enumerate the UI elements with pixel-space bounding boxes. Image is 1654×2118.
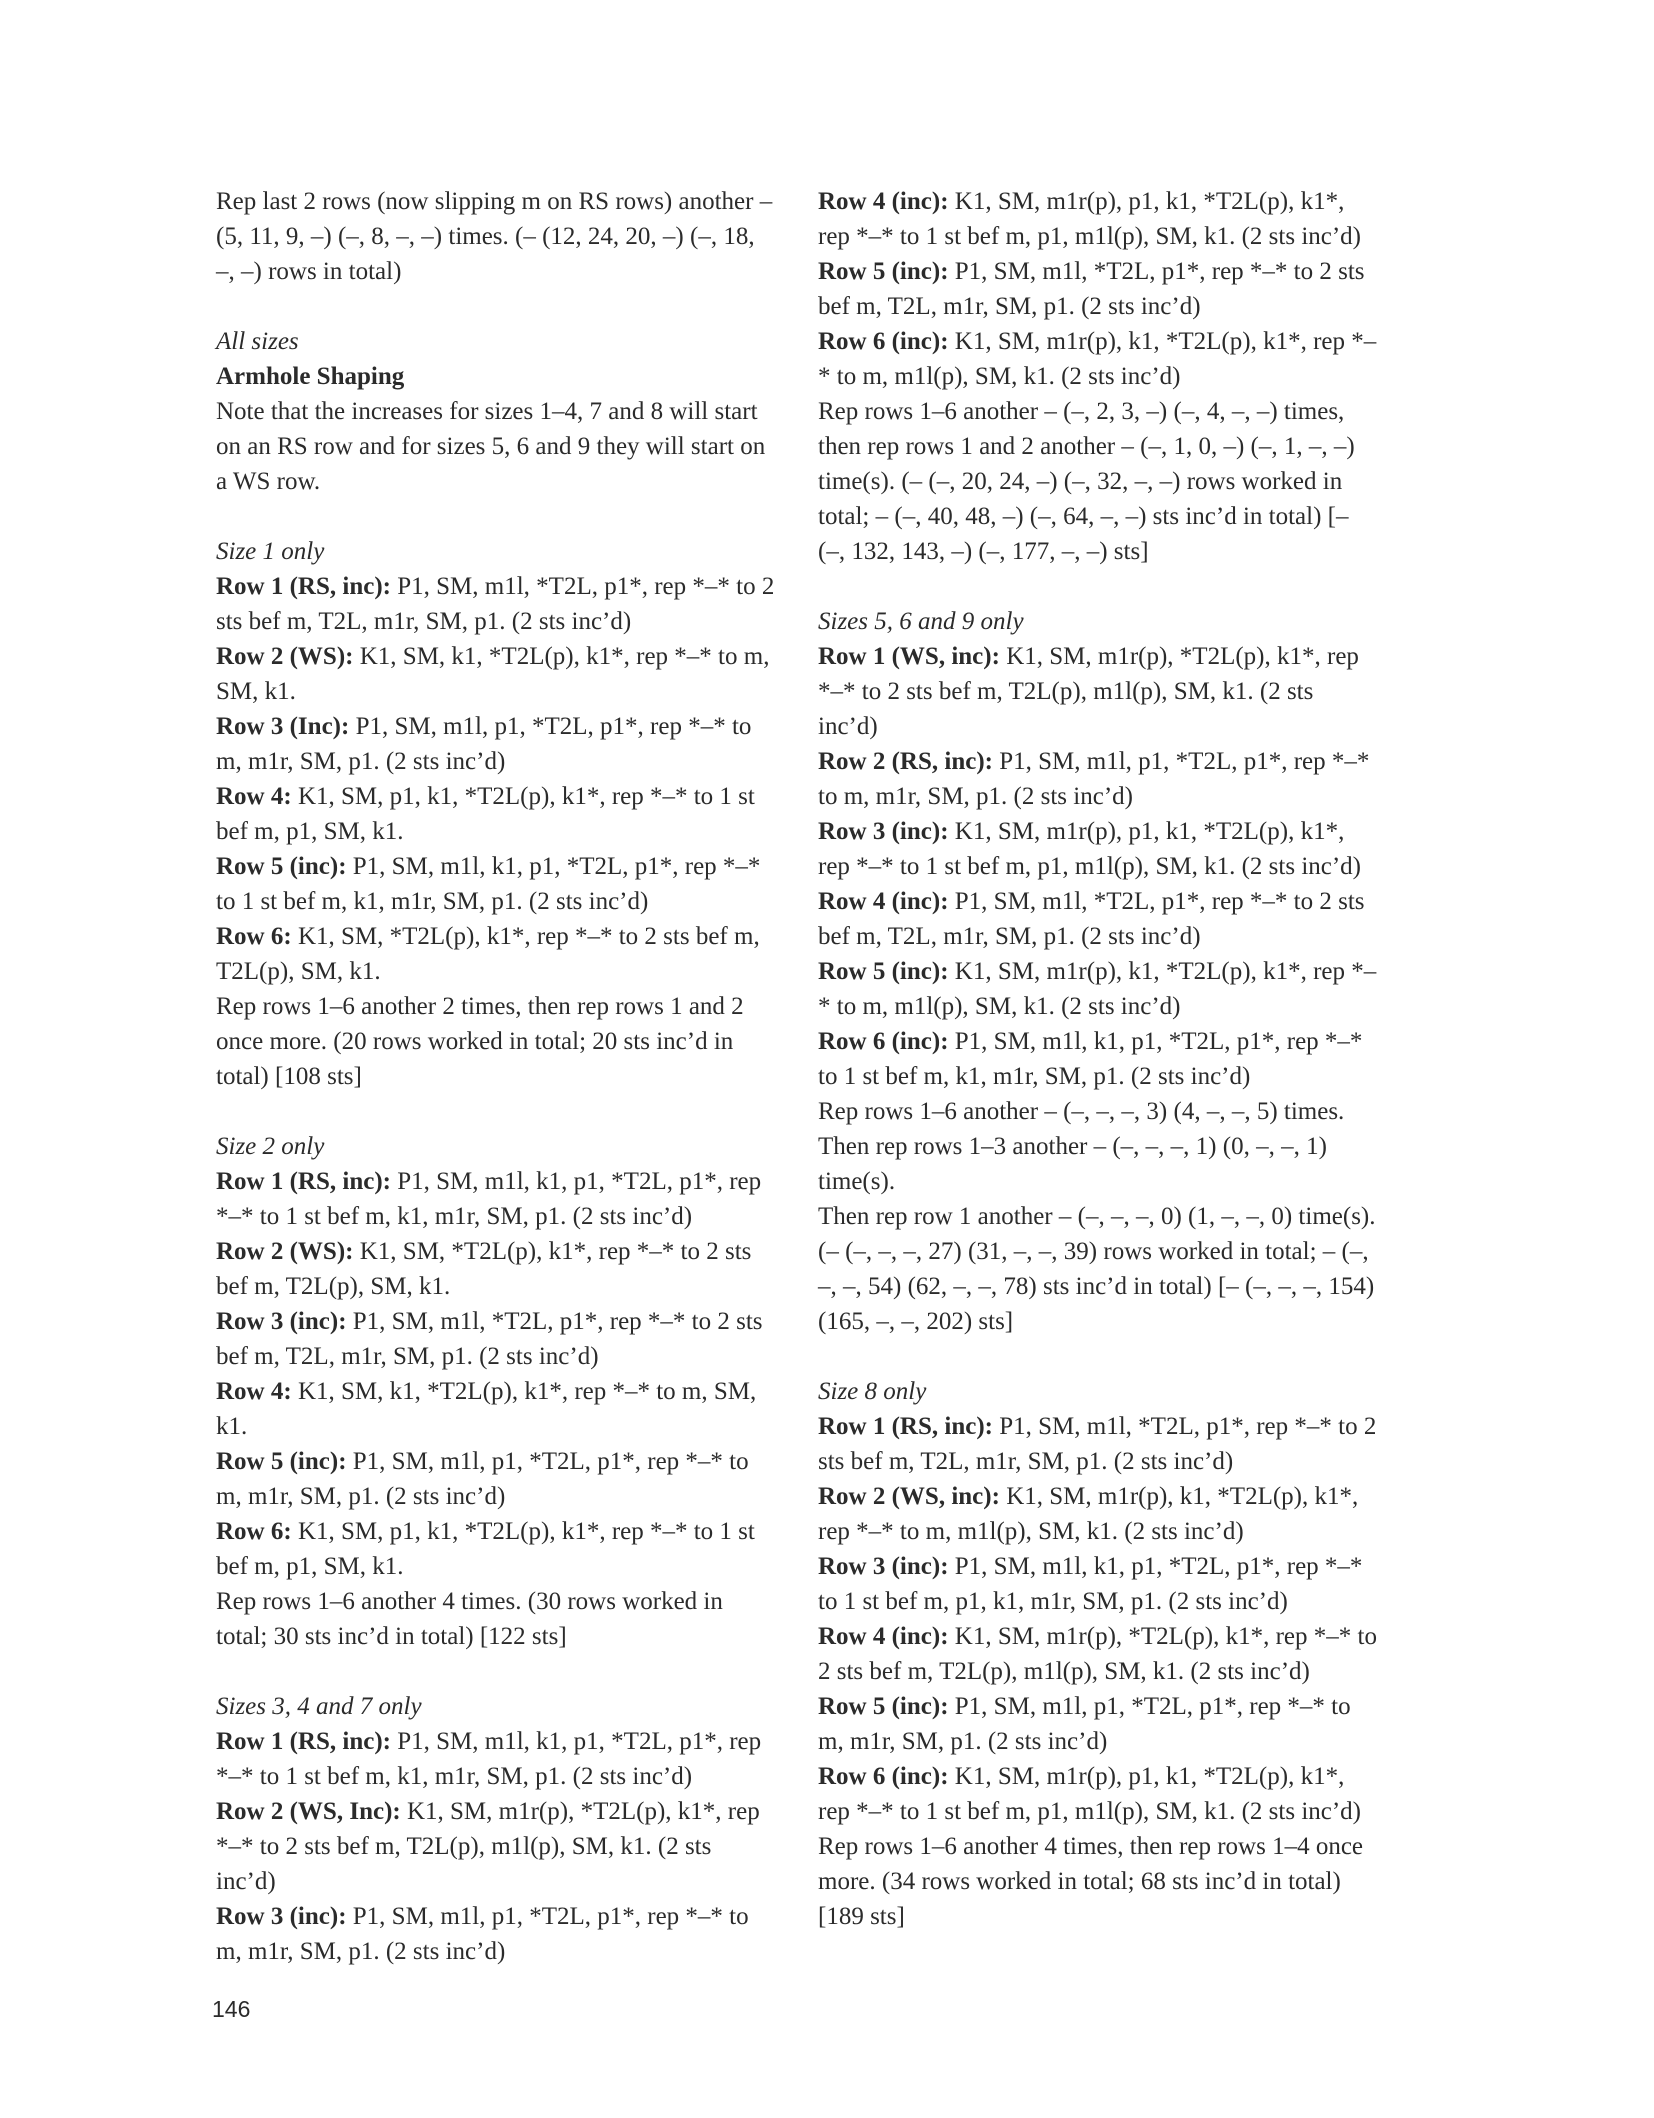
armhole-note: Note that the increases for sizes 1–4, 7 and 8 will start on an RS row and for sizes 5, 6 and 9 they will start on a WS row. [216,398,766,495]
size-2-summary: Rep rows 1–6 another 4 times. (30 rows worked in total; 30 sts inc’d in total) [122 sts] [216,1588,723,1650]
row-label: Row 3 (inc): [818,818,949,845]
row-text: P1, SM, m1l, *T2L, p1*, rep *–* to 2 sts bef m, T2L, m1r, SM, p1. (2 sts inc’d) [216,573,775,635]
row-text: K1, SM, m1r(p), k1, *T2L(p), k1*, rep *–* to m, m1l(p), SM, k1. (2 sts inc’d) [818,958,1377,1020]
row-text: P1, SM, m1l, *T2L, p1*, rep *–* to 2 sts bef m, T2L, m1r, SM, p1. (2 sts inc’d) [818,258,1365,320]
row-text: K1, SM, *T2L(p), k1*, rep *–* to 2 sts bef m, T2L(p), SM, k1. [216,1238,752,1300]
row-text: K1, SM, m1r(p), p1, k1, *T2L(p), k1*, rep *–* to 1 st bef m, p1, m1l(p), SM, k1. (2 sts inc’d) [818,188,1362,250]
instruction-row [216,1374,776,1444]
row-label: Row 6 (inc): [818,1028,949,1055]
sizes-5-6-9-summary-totals: (– (–, –, –, 27) (31, –, –, 39) rows worked in total; – (–, –, –, 54) (62, –, –, 78) sts inc’d in total) [– (–, –, –, 154) (165, –, –, 202) sts] [818,1238,1375,1335]
size-8-summary: Rep rows 1–6 another 4 times, then rep rows 1–4 once more. (34 rows worked in total; 68 sts inc’d in total) [189 sts] [818,1833,1364,1930]
row-label: Row 4 (inc): [818,1623,949,1650]
row-label: Row 2 (WS): [216,643,354,670]
instruction-row [818,1619,1378,1689]
row-text: K1, SM, *T2L(p), k1*, rep *–* to 2 sts bef m, T2L(p), SM, k1. [216,923,760,985]
row-text: K1, SM, m1r(p), k1, *T2L(p), k1*, rep *–* to m, m1l(p), SM, k1. (2 sts inc’d) [818,328,1377,390]
row-label: Row 2 (WS): [216,1238,354,1265]
instruction-row [818,639,1378,744]
row-label: Row 5 (inc): [818,1693,949,1720]
row-label: Row 3 (inc): [216,1903,347,1930]
row-text: K1, SM, k1, *T2L(p), k1*, rep *–* to m, SM, k1. [216,1378,757,1440]
row-label: Row 5 (inc): [818,958,949,985]
size-1-heading: Size 1 only [216,538,325,565]
row-label: Row 4 (inc): [818,888,949,915]
row-text: P1, SM, m1l, *T2L, p1*, rep *–* to 2 sts bef m, T2L, m1r, SM, p1. (2 sts inc’d) [216,1308,763,1370]
row-label: Row 6 (inc): [818,328,949,355]
all-sizes-heading: All sizes [216,328,299,355]
row-label: Row 4: [216,783,292,810]
instruction-row [216,1234,776,1304]
row-text: K1, SM, m1r(p), *T2L(p), k1*, rep *–* to 2 sts bef m, T2L(p), m1l(p), SM, k1. (2 sts inc’d) [216,1798,760,1895]
row-text: P1, SM, m1l, k1, p1, *T2L, p1*, rep *–* to 1 st bef m, k1, m1r, SM, p1. (2 sts inc’d) [818,1028,1363,1090]
instruction-row [818,254,1378,324]
instruction-row [216,1514,776,1584]
size-8-heading: Size 8 only [818,1378,927,1405]
instruction-row [216,569,776,639]
row-label: Row 1 (RS, inc): [216,1728,391,1755]
instruction-row [818,954,1378,1024]
instruction-row [216,1444,776,1514]
instruction-row [818,1549,1378,1619]
instruction-row [216,709,776,779]
instruction-row [216,1794,776,1899]
row-text: P1, SM, m1l, *T2L, p1*, rep *–* to 2 sts bef m, T2L, m1r, SM, p1. (2 sts inc’d) [818,1413,1377,1475]
row-label: Row 2 (RS, inc): [818,748,993,775]
row-label: Row 2 (WS, Inc): [216,1798,401,1825]
row-text: K1, SM, p1, k1, *T2L(p), k1*, rep *–* to 1 st bef m, p1, SM, k1. [216,783,755,845]
row-text: P1, SM, m1l, *T2L, p1*, rep *–* to 2 sts bef m, T2L, m1r, SM, p1. (2 sts inc’d) [818,888,1365,950]
row-label: Row 3 (Inc): [216,713,350,740]
sizes-5-6-9-summary-repeat: Rep rows 1–6 another – (–, –, –, 3) (4, –, –, 5) times. Then rep rows 1–3 another – (–, –, –, 1) (0, –, –, 1) time(s). [818,1098,1345,1195]
row-text: P1, SM, m1l, p1, *T2L, p1*, rep *–* to m, m1r, SM, p1. (2 sts inc’d) [818,748,1370,810]
left-column [216,184,776,1969]
row-label: Row 6: [216,1518,292,1545]
row-text: K1, SM, m1r(p), *T2L(p), k1*, rep *–* to 2 sts bef m, T2L(p), m1l(p), SM, k1. (2 sts inc’d) [818,643,1359,740]
page-number: 146 [212,1996,251,2022]
row-text: K1, SM, m1r(p), k1, *T2L(p), k1*, rep *–* to m, m1l(p), SM, k1. (2 sts inc’d) [818,1483,1359,1545]
instruction-row [216,1304,776,1374]
row-label: Row 6 (inc): [818,1763,949,1790]
instruction-row [216,849,776,919]
row-label: Row 4 (inc): [818,188,949,215]
row-label: Row 1 (WS, inc): [818,643,1000,670]
instruction-row [216,779,776,849]
instruction-row [818,1689,1378,1759]
row-text: P1, SM, m1l, p1, *T2L, p1*, rep *–* to m, m1r, SM, p1. (2 sts inc’d) [818,1693,1351,1755]
instruction-row [216,919,776,989]
row-text: K1, SM, k1, *T2L(p), k1*, rep *–* to m, SM, k1. [216,643,770,705]
instruction-row [818,184,1378,254]
instruction-row [818,1024,1378,1094]
size-1-summary: Rep rows 1–6 another 2 times, then rep rows 1 and 2 once more. (20 rows worked in total; 20 sts inc’d in total) [108 sts] [216,993,744,1090]
instruction-row [818,884,1378,954]
sizes-5-6-9-heading: Sizes 5, 6 and 9 only [818,608,1024,635]
row-text: P1, SM, m1l, k1, p1, *T2L, p1*, rep *–* to 1 st bef m, k1, m1r, SM, p1. (2 sts inc’d) [216,1168,762,1230]
instruction-row [818,1409,1378,1479]
instruction-row [818,1759,1378,1829]
row-label: Row 4: [216,1378,292,1405]
instruction-row [818,814,1378,884]
sizes-3-4-7-summary: Rep rows 1–6 another – (–, 2, 3, –) (–, 4, –, –) times, then rep rows 1 and 2 another – (–, 1, 0, –) (–, 1, –, –) time(s). (– (–, 20, 24, –) (–, 32, –, –) rows worked in total; – (–, 40, 48, –) (–, 64, –, –) sts inc’d in total) [– (–, 132, 143, –) (–, 177, –, –) sts] [818,398,1355,565]
row-label: Row 5 (inc): [818,258,949,285]
row-text: P1, SM, m1l, p1, *T2L, p1*, rep *–* to m, m1r, SM, p1. (2 sts inc’d) [216,713,752,775]
size-2-heading: Size 2 only [216,1133,325,1160]
right-column [818,184,1378,1934]
row-text: K1, SM, p1, k1, *T2L(p), k1*, rep *–* to 1 st bef m, p1, SM, k1. [216,1518,755,1580]
row-label: Row 1 (RS, inc): [818,1413,993,1440]
sizes-3-4-7-heading: Sizes 3, 4 and 7 only [216,1693,422,1720]
armhole-shaping-heading: Armhole Shaping [216,363,405,390]
instruction-row [216,1164,776,1234]
row-label: Row 6: [216,923,292,950]
row-text: P1, SM, m1l, k1, p1, *T2L, p1*, rep *–* to 1 st bef m, p1, k1, m1r, SM, p1. (2 sts inc’d) [818,1553,1363,1615]
instruction-row [216,639,776,709]
instruction-row [818,1479,1378,1549]
row-label: Row 5 (inc): [216,1448,347,1475]
sizes-5-6-9-summary-row1: Then rep row 1 another – (–, –, –, 0) (1, –, –, 0) time(s). [818,1203,1376,1230]
row-text: P1, SM, m1l, p1, *T2L, p1*, rep *–* to m, m1r, SM, p1. (2 sts inc’d) [216,1903,749,1965]
row-label: Row 3 (inc): [216,1308,347,1335]
row-text: P1, SM, m1l, p1, *T2L, p1*, rep *–* to m, m1r, SM, p1. (2 sts inc’d) [216,1448,749,1510]
row-text: K1, SM, m1r(p), p1, k1, *T2L(p), k1*, rep *–* to 1 st bef m, p1, m1l(p), SM, k1. (2 sts inc’d) [818,818,1362,880]
instruction-row [818,324,1378,394]
row-label: Row 1 (RS, inc): [216,1168,391,1195]
row-text: P1, SM, m1l, k1, p1, *T2L, p1*, rep *–* to 1 st bef m, k1, m1r, SM, p1. (2 sts inc’d) [216,1728,762,1790]
row-text: P1, SM, m1l, k1, p1, *T2L, p1*, rep *–* to 1 st bef m, k1, m1r, SM, p1. (2 sts inc’d) [216,853,761,915]
row-label: Row 1 (RS, inc): [216,573,391,600]
row-text: K1, SM, m1r(p), *T2L(p), k1*, rep *–* to 2 sts bef m, T2L(p), m1l(p), SM, k1. (2 sts inc’d) [818,1623,1377,1685]
instruction-row [216,1899,776,1969]
row-text: K1, SM, m1r(p), p1, k1, *T2L(p), k1*, rep *–* to 1 st bef m, p1, m1l(p), SM, k1. (2 sts inc’d) [818,1763,1362,1825]
instruction-row [818,744,1378,814]
intro-paragraph: Rep last 2 rows (now slipping m on RS rows) another – (5, 11, 9, –) (–, 8, –, –) times. (– (12, 24, 20, –) (–, 18, –, –) rows in total) [216,188,773,285]
instruction-row [216,1724,776,1794]
row-label: Row 5 (inc): [216,853,347,880]
row-label: Row 3 (inc): [818,1553,949,1580]
row-label: Row 2 (WS, inc): [818,1483,1000,1510]
